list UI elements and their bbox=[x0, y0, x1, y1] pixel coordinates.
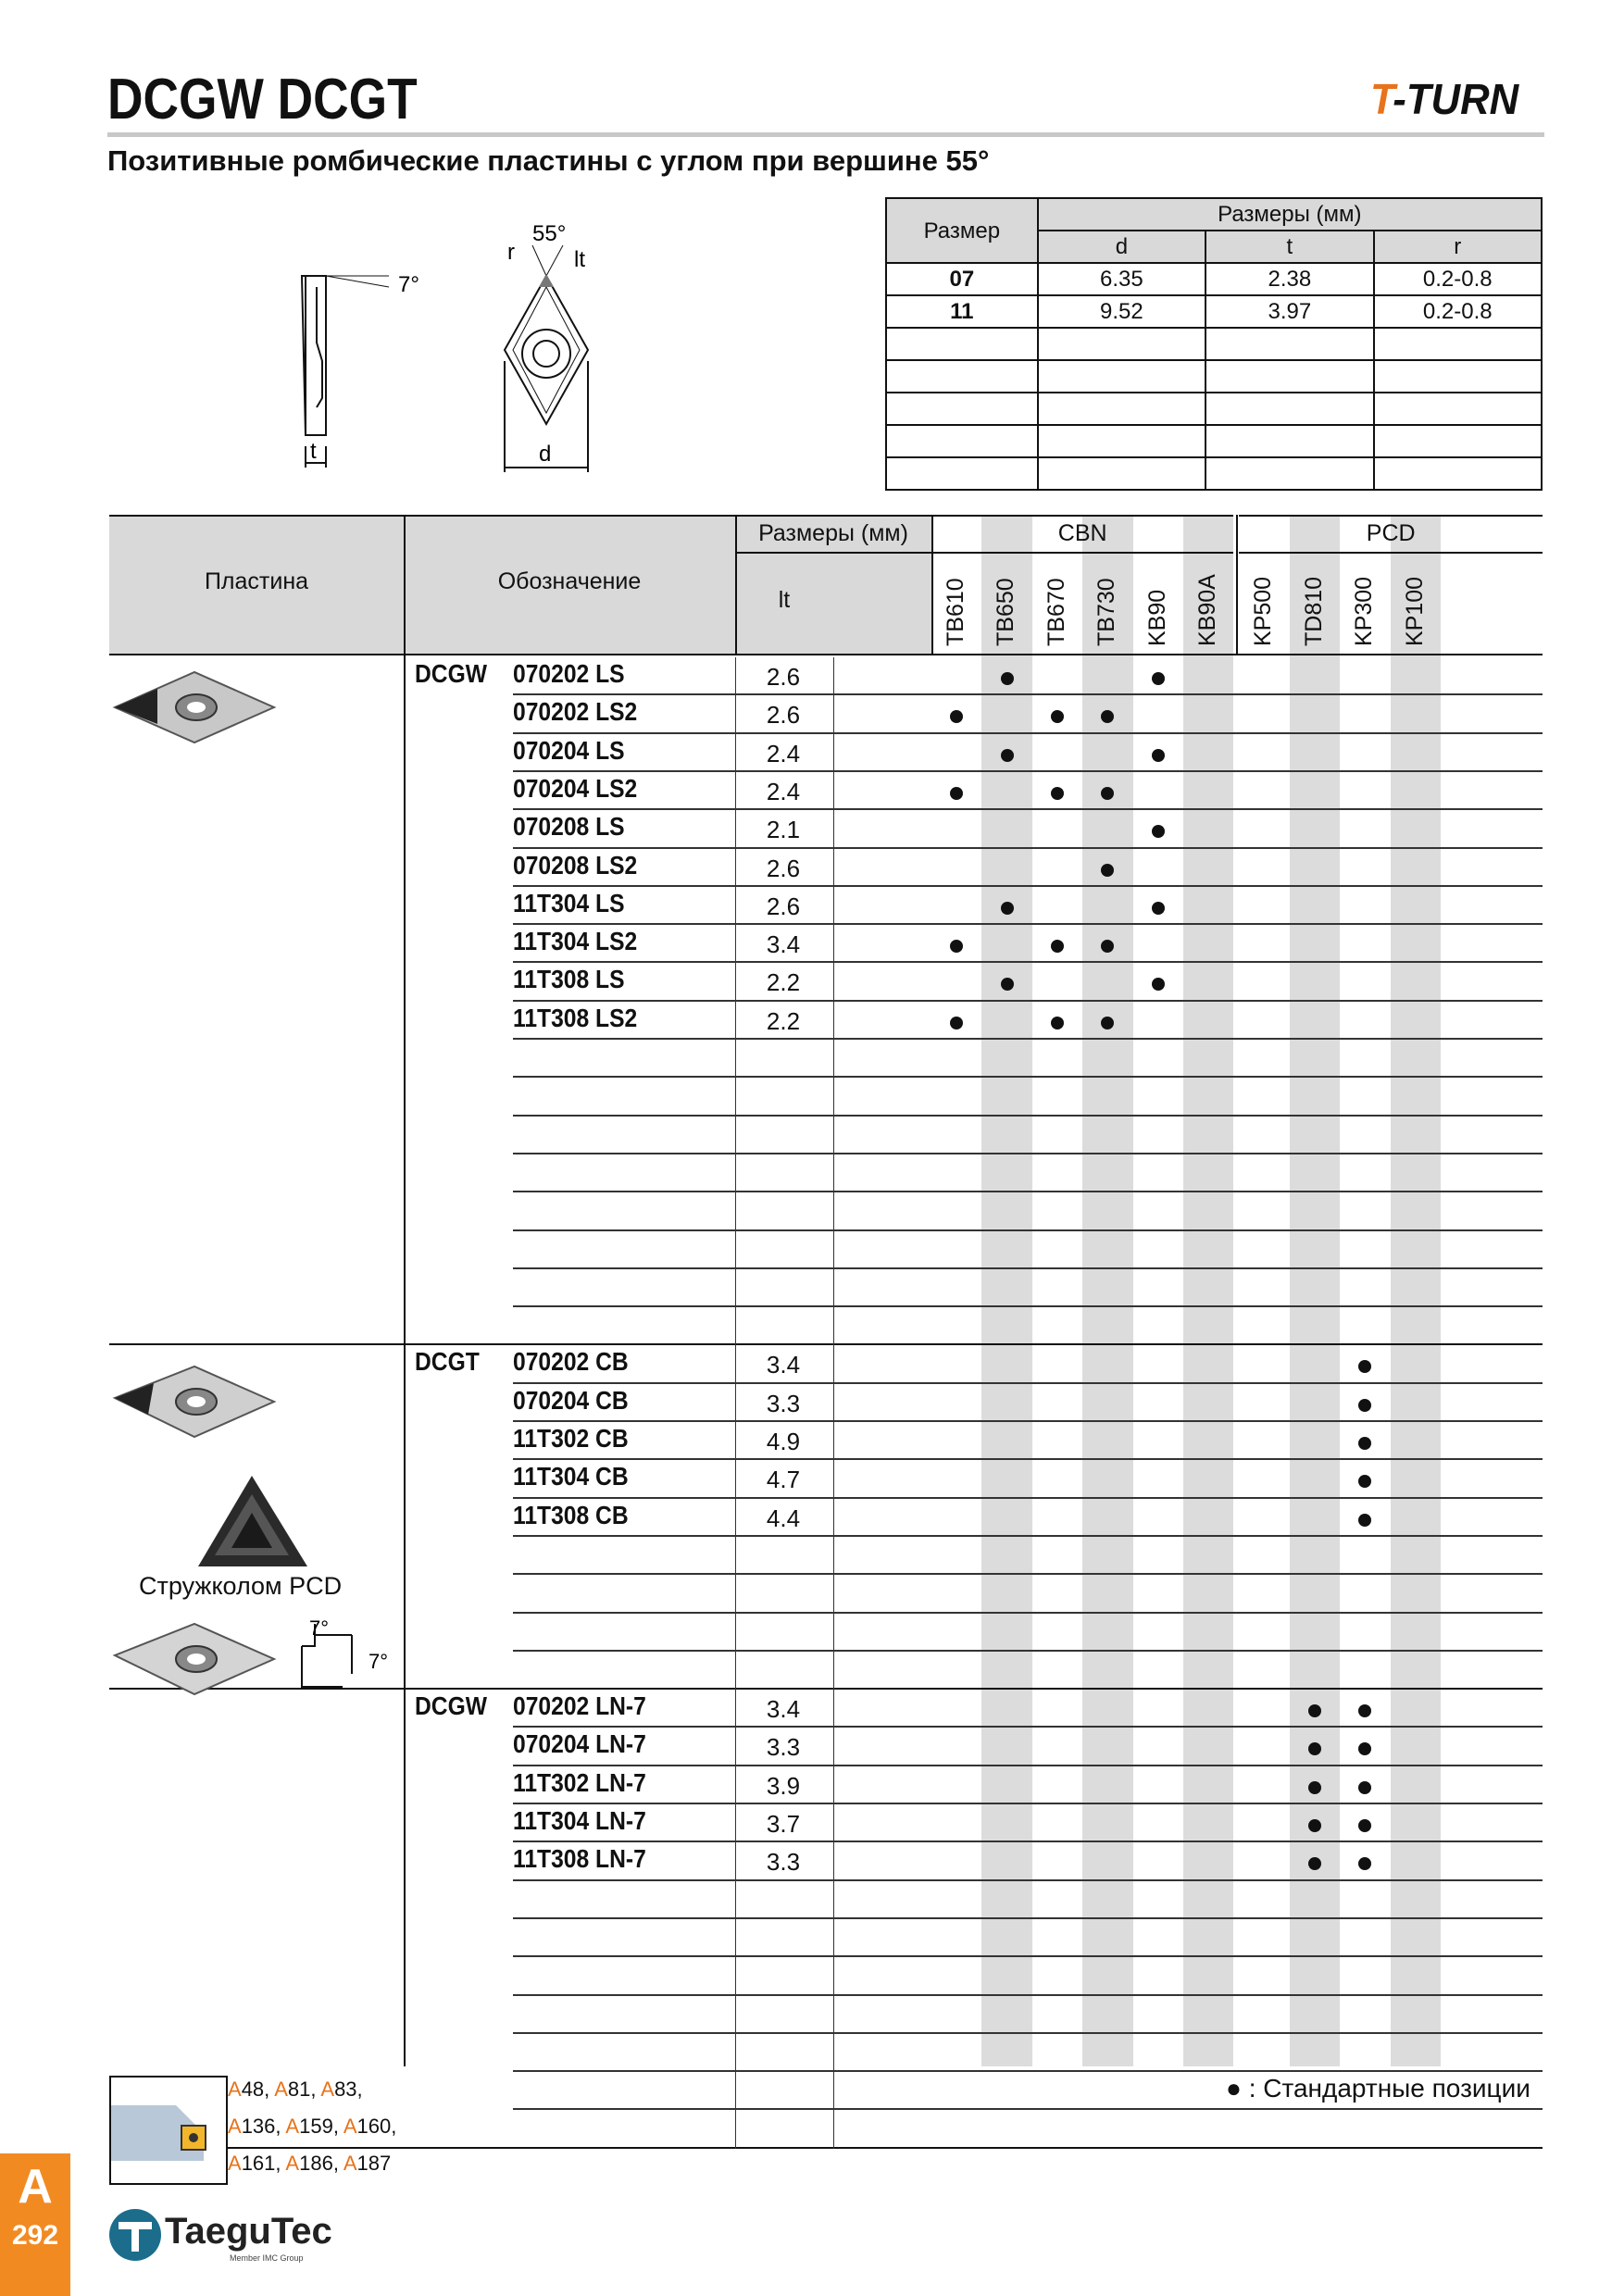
lt-value: 3.3 bbox=[766, 1848, 801, 1877]
standard-item-dot bbox=[1152, 978, 1165, 991]
row-divider bbox=[513, 1153, 1543, 1154]
section-divider bbox=[109, 1343, 1543, 1345]
lt-value: 2.6 bbox=[766, 854, 801, 882]
cell-divider bbox=[833, 1345, 834, 1690]
standard-item-dot bbox=[1308, 1819, 1321, 1832]
dims-col-size: Размер bbox=[886, 198, 1038, 263]
standard-item-dot bbox=[1358, 1514, 1371, 1527]
designation-code: 11T304 LS bbox=[513, 888, 625, 917]
dims-col-r: r bbox=[1374, 231, 1542, 263]
lt-value: 4.7 bbox=[766, 1466, 801, 1494]
standard-item-dot bbox=[1358, 1819, 1371, 1832]
family-dcgw: DCGW bbox=[415, 659, 488, 688]
row-divider bbox=[513, 1994, 1543, 1996]
dims-col-t: t bbox=[1206, 231, 1373, 263]
row-divider bbox=[513, 693, 1543, 695]
standard-item-dot bbox=[1358, 1781, 1371, 1794]
row-divider bbox=[513, 770, 1543, 772]
standard-item-dot bbox=[1101, 1017, 1114, 1029]
standard-item-dot bbox=[1358, 1857, 1371, 1870]
section-divider bbox=[109, 2147, 1543, 2149]
grade-column-shade bbox=[1290, 515, 1340, 2066]
designation-code: 070208 LS bbox=[513, 812, 625, 842]
svg-text:lt: lt bbox=[574, 247, 585, 272]
lt-value: 2.2 bbox=[766, 968, 801, 997]
pcd-chipbreaker-image bbox=[194, 1470, 315, 1572]
page-references-line3: A161, A186, A187 bbox=[228, 2152, 392, 2175]
header-subline bbox=[735, 552, 1543, 554]
taegutec-logo-icon bbox=[107, 2207, 163, 2263]
grade-tb670: TB670 bbox=[1043, 578, 1069, 646]
designation-code: 070202 LS2 bbox=[513, 697, 638, 727]
brand-logo: T-TURN bbox=[1370, 75, 1519, 123]
svg-text:d: d bbox=[539, 442, 552, 467]
page-subtitle: Позитивные ромбические пластины с углом при вершине 55° bbox=[107, 144, 990, 177]
side-angle-label: 7° bbox=[398, 272, 419, 297]
section-letter: A bbox=[18, 2160, 53, 2214]
grade-column-shade bbox=[1082, 515, 1132, 2066]
lt-value: 2.6 bbox=[766, 892, 801, 920]
lt-value: 2.6 bbox=[766, 663, 801, 691]
logo-subtitle: Member IMC Group bbox=[230, 2253, 304, 2263]
standard-item-dot bbox=[1051, 940, 1064, 953]
group-cbn: CBN bbox=[1057, 520, 1107, 546]
standard-item-dot bbox=[1358, 1437, 1371, 1450]
designation-code: 11T304 CB bbox=[513, 1462, 629, 1491]
row-divider bbox=[513, 1191, 1543, 1192]
table-row: 07 6.35 2.38 0.2-0.8 bbox=[886, 263, 1542, 295]
standard-item-dot bbox=[1101, 864, 1114, 877]
standard-item-dot bbox=[1358, 1475, 1371, 1488]
designation-code: 070204 CB bbox=[513, 1385, 629, 1415]
svg-text:55°: 55° bbox=[532, 221, 567, 246]
page-number: 292 bbox=[11, 2220, 59, 2251]
standard-item-dot bbox=[950, 1017, 963, 1029]
designation-code: 070204 LN-7 bbox=[513, 1729, 646, 1759]
standard-item-dot bbox=[950, 787, 963, 800]
dims-col-d: d bbox=[1038, 231, 1206, 263]
row-divider bbox=[513, 847, 1543, 849]
grade-column-shade bbox=[981, 515, 1031, 2066]
dims-col-group: Размеры (мм) bbox=[1038, 198, 1542, 231]
legend: ● : Стандартные позиции bbox=[1226, 2074, 1530, 2103]
row-divider bbox=[513, 2108, 1543, 2110]
designation-code: 070204 LS2 bbox=[513, 773, 638, 803]
grade-kb90a: KB90A bbox=[1194, 574, 1220, 646]
insert-drawing bbox=[269, 213, 630, 491]
designation-code: 070202 LS bbox=[513, 659, 625, 688]
col-dims: Размеры (мм) bbox=[758, 520, 908, 546]
row-divider bbox=[513, 1650, 1543, 1652]
designation-code: 11T308 CB bbox=[513, 1500, 629, 1529]
standard-item-dot bbox=[1152, 902, 1165, 915]
row-divider bbox=[513, 1573, 1543, 1575]
grade-td810: TD810 bbox=[1300, 576, 1327, 646]
cell-divider bbox=[735, 657, 736, 1345]
cell-divider bbox=[833, 657, 834, 1345]
lt-value: 2.2 bbox=[766, 1006, 801, 1035]
grade-kb90: KB90 bbox=[1143, 589, 1170, 646]
row-divider bbox=[513, 1535, 1543, 1537]
designation-code: 11T302 LN-7 bbox=[513, 1767, 646, 1797]
ref-1: 48 bbox=[241, 2078, 265, 2101]
standard-item-dot bbox=[1358, 1399, 1371, 1412]
row-divider bbox=[513, 1726, 1543, 1728]
standard-item-dot bbox=[1358, 1704, 1371, 1717]
standard-item-dot bbox=[1358, 1360, 1371, 1373]
row-divider bbox=[513, 1803, 1543, 1804]
grade-kp500: KP500 bbox=[1250, 576, 1277, 646]
row-divider bbox=[513, 885, 1543, 887]
row-divider bbox=[513, 961, 1543, 963]
row-divider bbox=[513, 1229, 1543, 1231]
table-row: 11 9.52 3.97 0.2-0.8 bbox=[886, 295, 1542, 328]
designation-code: 070204 LS bbox=[513, 735, 625, 765]
standard-item-dot bbox=[1001, 672, 1014, 685]
lt-value: 3.4 bbox=[766, 930, 801, 959]
page-references-line1: A48, A81, A83, bbox=[228, 2078, 363, 2101]
header-divider bbox=[107, 132, 1544, 137]
standard-item-dot bbox=[1308, 1704, 1321, 1717]
row-divider bbox=[513, 1765, 1543, 1766]
dcgw-ls-insert-image bbox=[111, 667, 278, 750]
lt-value: 3.4 bbox=[766, 1351, 801, 1379]
lt-value: 3.3 bbox=[766, 1733, 801, 1762]
standard-item-dot bbox=[1051, 787, 1064, 800]
row-divider bbox=[513, 1076, 1543, 1078]
lt-value: 4.9 bbox=[766, 1428, 801, 1455]
standard-item-dot bbox=[1051, 710, 1064, 723]
row-divider bbox=[513, 1955, 1543, 1957]
designation-code: 11T308 LS bbox=[513, 965, 625, 994]
table-top-border bbox=[109, 515, 1543, 517]
dcgw-ln7-insert-image bbox=[111, 1618, 287, 1702]
row-divider bbox=[513, 1917, 1543, 1919]
row-divider bbox=[513, 1612, 1543, 1614]
grade-kp300: KP300 bbox=[1351, 576, 1378, 646]
standard-item-dot bbox=[950, 940, 963, 953]
ln7-edge-drawing bbox=[296, 1618, 407, 1692]
row-divider bbox=[513, 1841, 1543, 1842]
dcgt-cb-insert-image bbox=[111, 1361, 278, 1444]
standard-item-dot bbox=[1358, 1742, 1371, 1755]
col-insert: Пластина bbox=[204, 568, 309, 594]
row-divider bbox=[513, 2032, 1543, 2034]
row-divider bbox=[513, 1497, 1543, 1499]
column-divider bbox=[735, 515, 737, 654]
lt-value: 3.9 bbox=[766, 1771, 801, 1800]
row-divider bbox=[513, 1420, 1543, 1422]
cell-divider bbox=[833, 1690, 834, 2149]
standard-item-dot bbox=[1152, 749, 1165, 762]
lt-value: 3.3 bbox=[766, 1389, 801, 1417]
lt-value: 4.4 bbox=[766, 1504, 801, 1532]
lt-value: 3.7 bbox=[766, 1810, 801, 1838]
row-divider bbox=[513, 1038, 1543, 1040]
lt-value: 3.4 bbox=[766, 1695, 801, 1724]
standard-item-dot bbox=[1308, 1781, 1321, 1794]
lt-value: 2.1 bbox=[766, 816, 801, 844]
grade-kp100: KP100 bbox=[1401, 576, 1428, 646]
pcd-chipbreaker-caption: Стружколом PCD bbox=[139, 1572, 343, 1600]
column-divider bbox=[404, 515, 406, 2066]
lt-value: 2.6 bbox=[766, 701, 801, 730]
family-dcgw: DCGW bbox=[415, 1691, 488, 1721]
svg-text:7°: 7° bbox=[309, 1618, 330, 1640]
row-divider bbox=[513, 2070, 1543, 2072]
col-designation: Обозначение bbox=[497, 568, 642, 594]
page-title: DCGW DCGT bbox=[107, 68, 418, 131]
standard-item-dot bbox=[950, 710, 963, 723]
row-divider bbox=[513, 1879, 1543, 1881]
reference-thumbnail bbox=[109, 2076, 228, 2185]
designation-code: 070202 LN-7 bbox=[513, 1691, 646, 1721]
cell-divider bbox=[735, 1345, 736, 1690]
standard-item-dot bbox=[1001, 902, 1014, 915]
column-divider bbox=[931, 515, 933, 654]
row-divider bbox=[513, 1000, 1543, 1002]
designation-code: 11T304 LS2 bbox=[513, 927, 638, 956]
row-divider bbox=[513, 923, 1543, 925]
grades-table bbox=[109, 515, 1543, 2066]
dimensions-table bbox=[885, 197, 1543, 491]
svg-text:r: r bbox=[507, 240, 515, 265]
page-references-line2: A136, A159, A160, bbox=[228, 2115, 397, 2138]
standard-item-dot bbox=[1001, 978, 1014, 991]
row-divider bbox=[513, 1382, 1543, 1384]
lt-value: 2.4 bbox=[766, 739, 801, 767]
cell-divider bbox=[735, 1690, 736, 2149]
row-divider bbox=[513, 1267, 1543, 1269]
designation-code: 11T302 CB bbox=[513, 1424, 629, 1453]
designation-code: 11T308 LS2 bbox=[513, 1003, 638, 1032]
standard-item-dot bbox=[1001, 749, 1014, 762]
group-pcd: PCD bbox=[1366, 520, 1416, 546]
designation-code: 11T304 LN-7 bbox=[513, 1806, 646, 1835]
row-divider bbox=[513, 1458, 1543, 1460]
col-lt: lt bbox=[778, 587, 791, 613]
grade-column-shade bbox=[1391, 515, 1441, 2066]
family-dcgt: DCGT bbox=[415, 1347, 480, 1377]
row-divider bbox=[513, 1305, 1543, 1307]
lt-value: 2.4 bbox=[766, 777, 801, 805]
row-divider bbox=[513, 808, 1543, 810]
standard-item-dot bbox=[1152, 825, 1165, 838]
row-divider bbox=[513, 732, 1543, 734]
group-divider bbox=[1236, 515, 1238, 654]
standard-item-dot bbox=[1051, 1017, 1064, 1029]
svg-text:t: t bbox=[310, 439, 317, 464]
row-divider bbox=[513, 1115, 1543, 1117]
standard-item-dot bbox=[1152, 672, 1165, 685]
grade-tb730: TB730 bbox=[1093, 578, 1120, 646]
grade-tb610: TB610 bbox=[943, 578, 968, 646]
svg-text:7°: 7° bbox=[369, 1650, 389, 1673]
designation-code: 070202 CB bbox=[513, 1347, 629, 1377]
header-bottom-line bbox=[109, 654, 1543, 655]
designation-code: 11T308 LN-7 bbox=[513, 1844, 646, 1874]
grade-column-shade bbox=[1183, 515, 1233, 2066]
grade-tb650: TB650 bbox=[993, 578, 1019, 646]
designation-code: 070208 LS2 bbox=[513, 850, 638, 880]
taegutec-logo: TaeguTec bbox=[165, 2211, 332, 2252]
